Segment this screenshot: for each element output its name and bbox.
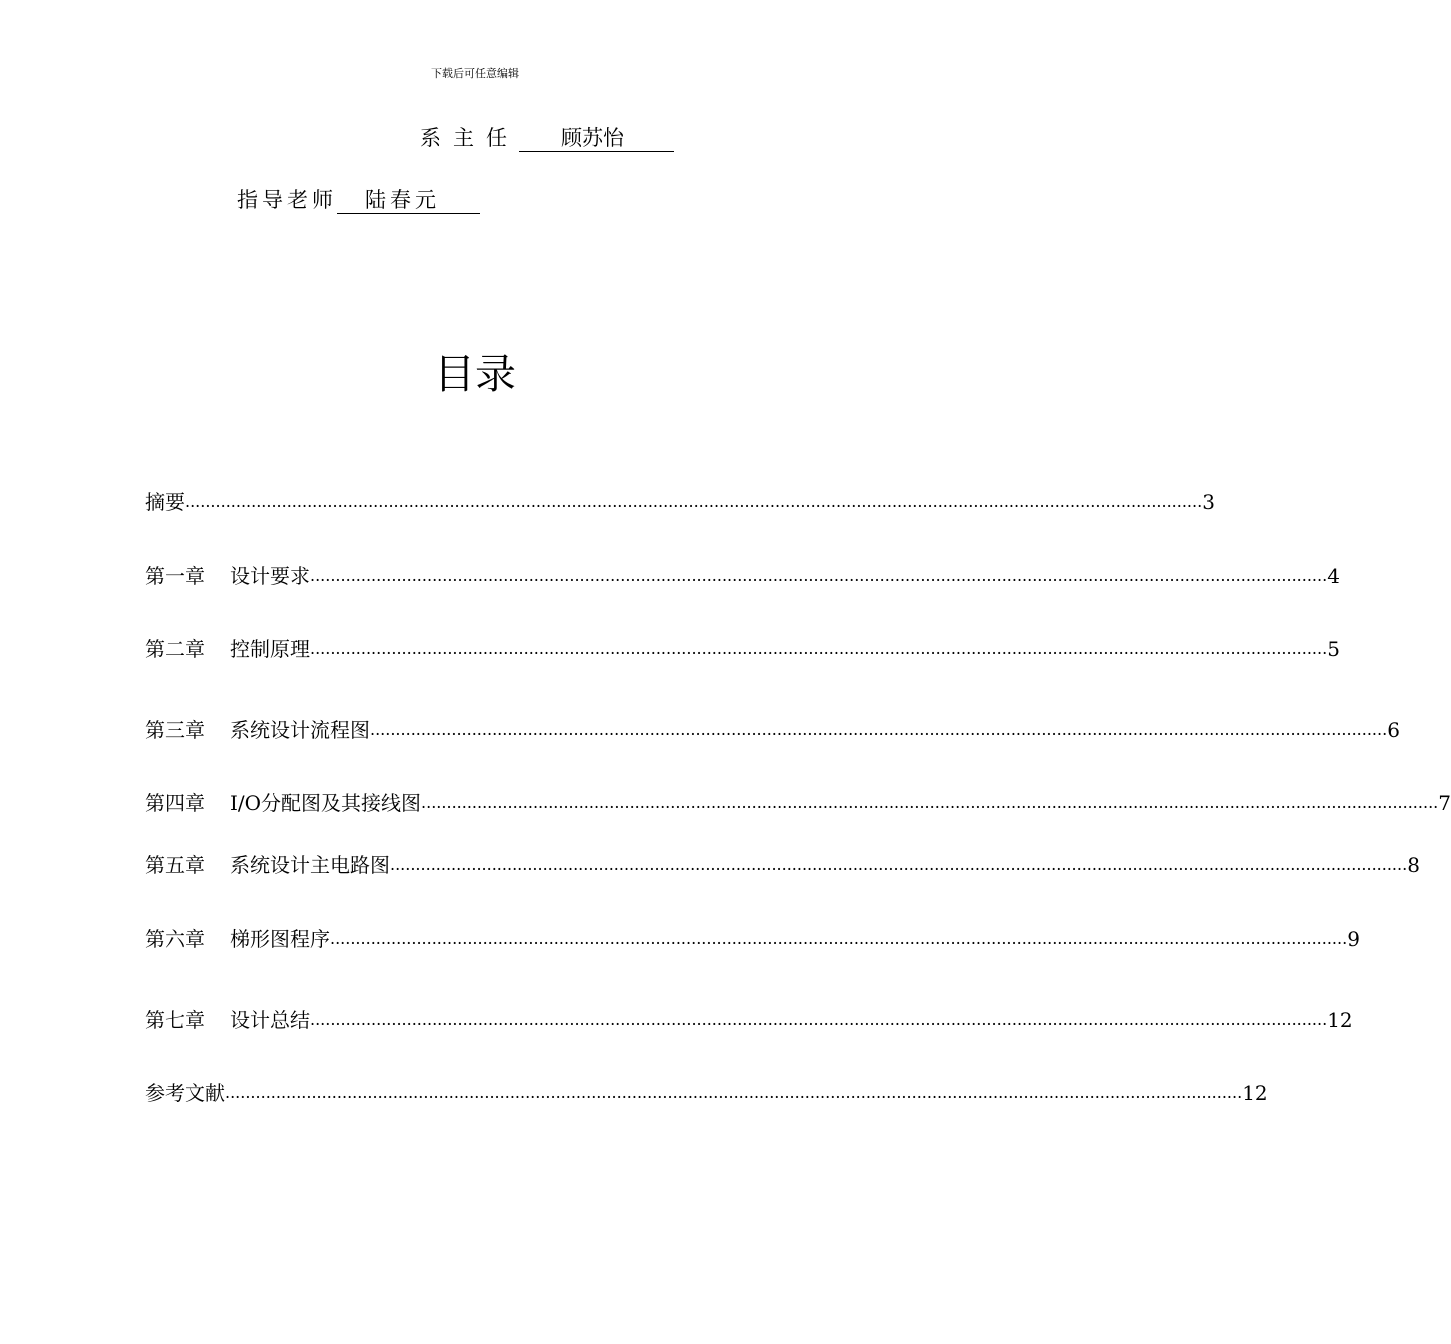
toc-entry-page: 4: [1327, 564, 1340, 588]
toc-entry[interactable]: [145, 789, 1451, 817]
toc-entry-chapter: 第五章: [145, 853, 205, 877]
toc-entry[interactable]: [145, 716, 1400, 744]
toc-entry[interactable]: [145, 1079, 1268, 1107]
toc-entry-chapter: 第一章: [145, 564, 205, 588]
toc-entry[interactable]: [145, 851, 1420, 879]
toc-entry[interactable]: [145, 562, 1340, 590]
advisor-name: 陆春元: [337, 187, 480, 214]
advisor-line: [237, 185, 480, 215]
toc-entry-chapter: 第七章: [145, 1008, 205, 1032]
toc-entry-chapter: 第二章: [145, 637, 205, 661]
toc-entry-page: 7: [1438, 791, 1451, 815]
toc-leader-dots: ........................................................................................................................................................................................................: [310, 566, 1328, 585]
toc-entry-page: 9: [1347, 927, 1360, 951]
toc-leader-dots: ........................................................................................................................................................................................................: [370, 720, 1388, 739]
toc-entry-title: 梯形图程序: [230, 927, 330, 951]
toc-entry-chapter: 第三章: [145, 718, 205, 742]
toc-entry-title: 设计要求: [230, 564, 310, 588]
toc-entry-title: I/O分配图及其接线图: [230, 791, 422, 815]
department-head-name: 顾苏怡: [519, 125, 674, 152]
department-head-line: [420, 123, 674, 153]
toc-entry-chapter: 第六章: [145, 927, 205, 951]
toc-entry-page: 5: [1327, 637, 1340, 661]
advisor-label: 指导老师: [237, 188, 337, 212]
department-head-label: 系主任: [420, 126, 519, 150]
toc-entry[interactable]: [145, 1006, 1353, 1034]
toc-entry-chapter: 第四章: [145, 791, 205, 815]
header-note: 下载后可任意编辑: [431, 67, 519, 80]
toc-entry-page: 3: [1202, 490, 1215, 514]
toc-entry[interactable]: [145, 925, 1360, 953]
toc-leader-dots: ........................................................................................................................................................................................................: [390, 855, 1408, 874]
toc-entry-title: 设计总结: [230, 1008, 310, 1032]
toc-leader-dots: ........................................................................................................................................................................................................: [225, 1083, 1243, 1102]
toc-entry-page: 8: [1407, 853, 1420, 877]
toc-entry-page: 12: [1327, 1008, 1353, 1032]
toc-leader-dots: ........................................................................................................................................................................................................: [310, 1010, 1328, 1029]
toc-entry-title: 参考文献: [145, 1081, 225, 1105]
toc-entry-title: 摘要: [145, 490, 185, 514]
toc-entry-page: 12: [1242, 1081, 1268, 1105]
toc-entry-title: 控制原理: [230, 637, 310, 661]
toc-title: 目录: [434, 350, 516, 398]
toc-entry-page: 6: [1387, 718, 1400, 742]
toc-entry-title: 系统设计流程图: [230, 718, 370, 742]
toc-leader-dots: ........................................................................................................................................................................................................: [185, 492, 1203, 511]
toc-leader-dots: ........................................................................................................................................................................................................: [421, 793, 1439, 812]
toc-leader-dots: ........................................................................................................................................................................................................: [330, 929, 1348, 948]
toc-leader-dots: ........................................................................................................................................................................................................: [310, 639, 1328, 658]
toc-entry[interactable]: [145, 635, 1340, 663]
toc-entry[interactable]: [145, 488, 1215, 516]
toc-entry-title: 系统设计主电路图: [230, 853, 390, 877]
